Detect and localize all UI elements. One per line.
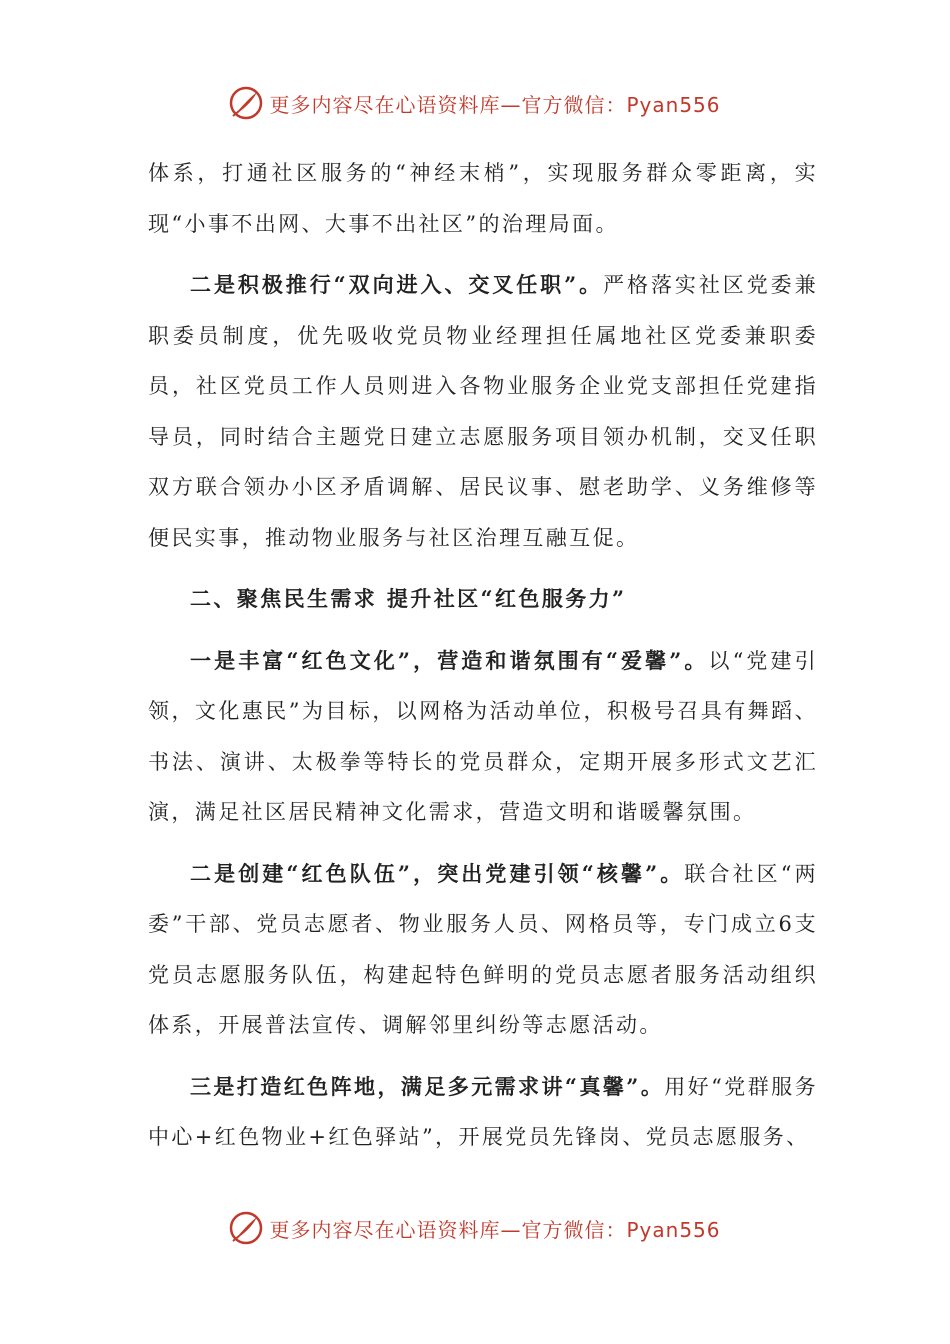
paragraph-point-base: 三是打造红色阵地，满足多元需求讲“真馨”。用好“党群服务中心+红色物业+红色驿站”，开展党员先锋岗、党员志愿服务、 bbox=[148, 1073, 818, 1149]
header-banner bbox=[0, 83, 950, 123]
section-heading: 二、聚焦民生需求 提升社区“红色服务力” bbox=[190, 586, 627, 611]
banner-text: 更多内容尽在心语资料库—官方微信：Pyan556 bbox=[269, 92, 721, 117]
footer-banner bbox=[0, 1208, 950, 1248]
paragraph-lead: 三是打造红色阵地，满足多元需求讲“真馨”。 bbox=[190, 1073, 665, 1099]
paragraph-point-two: 二是积极推行“双向进入、交叉任职”。严格落实社区党委兼职委员制度，优先吸收党员物业经理担任属地社区党委兼职委员，社区党员工作人员则进入各物业服务企业党支部担任党建指导员，同时结合主题党日建立志愿服务项目领办机制，交叉任职双方联合领办小区矛盾调解、居民议事、慰老助学、义务维修等便民实事，推动物业服务与社区治理互融互促。 bbox=[148, 272, 818, 550]
paragraph-lead: 一是丰富“红色文化”，营造和谐氛围有“爱馨”。 bbox=[190, 647, 709, 673]
quill-logo-icon bbox=[229, 1211, 263, 1245]
paragraph-point-team: 二是创建“红色队伍”，突出党建引领“核馨”。联合社区“两委”干部、党员志愿者、物业服务人员、网格员等，专门成立6支党员志愿服务队伍，构建起特色鲜明的党员志愿者服务活动组织体系，开展普法宣传、调解邻里纠纷等志愿活动。 bbox=[148, 860, 818, 1037]
paragraph-point-culture: 一是丰富“红色文化”，营造和谐氛围有“爱馨”。以“党建引领，文化惠民”为目标，以网格为活动单位，积极号召具有舞蹈、书法、演讲、太极拳等特长的党员群众，定期开展多形式文艺汇演，满足社区居民精神文化需求，营造文明和谐暖馨氛围。 bbox=[148, 647, 818, 824]
document-body bbox=[148, 148, 818, 1163]
quill-logo-icon bbox=[229, 86, 263, 120]
paragraph-continuation: 体系，打通社区服务的“神经末梢”，实现服务群众零距离，实现“小事不出网、大事不出社区”的治理局面。 bbox=[148, 161, 818, 236]
paragraph-lead: 二是创建“红色队伍”，突出党建引领“核馨”。 bbox=[190, 860, 685, 886]
paragraph-lead: 二是积极推行“双向进入、交叉任职”。 bbox=[190, 272, 604, 297]
banner-text: 更多内容尽在心语资料库—官方微信：Pyan556 bbox=[269, 1217, 721, 1242]
